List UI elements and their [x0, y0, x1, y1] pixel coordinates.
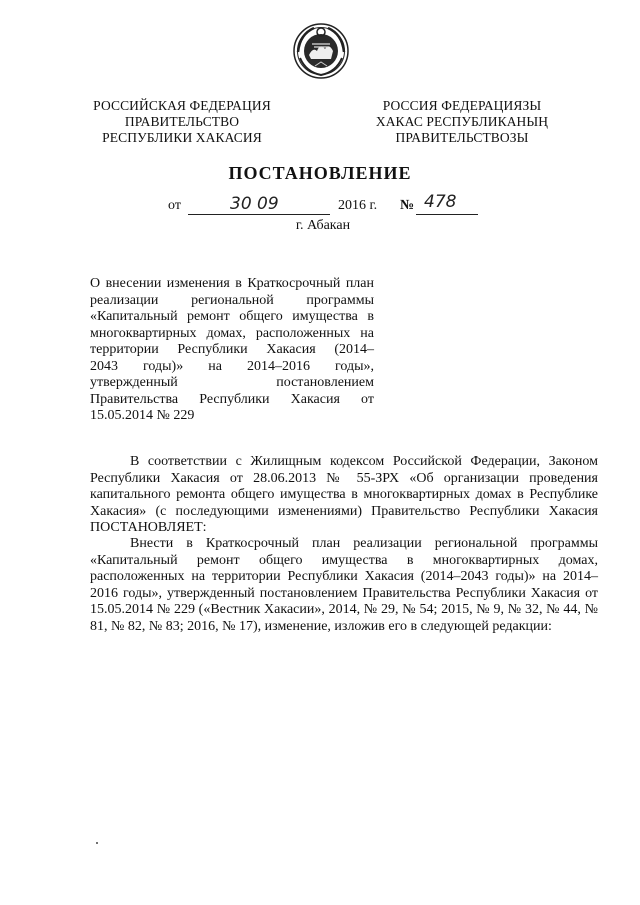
subject-line: Правительства Республики Хакасия от: [90, 391, 374, 407]
header-right-line: ПРАВИТЕЛЬСТВОЗЫ: [395, 130, 529, 145]
subject-line: многоквартирных домах, расположенных на: [90, 325, 374, 341]
header-left: [82, 98, 282, 146]
city-label: г. Абакан: [295, 218, 351, 233]
number-label: №: [400, 198, 415, 213]
header-left-line: ПРАВИТЕЛЬСТВО: [124, 114, 240, 129]
subject-block: [90, 276, 374, 425]
subject-line: реализации региональной программы: [90, 292, 374, 308]
body-paragraph: В соответствии с Жилищным кодексом Российской Федерации, Законом Республики Хакасия от 28.06.2013 № 55-ЗРХ «Об организации проведения капитального ремонта общего имущества в многоквартирных домах в Республике Хакасия» (с последующими изменениями) Правительство Республики Хакасия ПОСТАНОВЛЯЕТ:: [90, 454, 598, 535]
year-label: 2016 г.: [338, 198, 378, 213]
header-left-line: РЕСПУБЛИКИ ХАКАСИЯ: [102, 130, 262, 145]
subject-line: «Капитальный ремонт общего имущества в: [90, 309, 374, 324]
header-left-line: РОССИЙСКАЯ ФЕДЕРАЦИЯ: [93, 98, 271, 113]
handwritten-number: 478: [424, 192, 457, 212]
subject-line: О внесении изменения в Краткосрочный план: [90, 276, 374, 291]
from-label: от: [168, 198, 181, 213]
body-paragraph: Внести в Краткосрочный план реализации региональной программы «Капитальный ремонт общего имущества в многоквартирных домах, расположенных на территории Республики Хакасия (2014–2043 годы)» на 2014–2016 годы», утвержденный постановлением Правительства Республики Хакасия от 15.05.2014 № 229 («Вестник Хакасии», 2014, № 29, № 54; 2015, № 9, № 32, № 44, № 81, № 82, № 83; 2016, № 17), изменение, изложив его в следующей редакции:: [90, 536, 598, 634]
number-underline: [416, 214, 478, 215]
page-dot: [96, 842, 98, 844]
header-right-line: РОССИЯ ФЕДЕРАЦИЯЗЫ: [382, 98, 542, 113]
header-right-line: ХАКАС РЕСПУБЛИКАНЫҢ: [375, 114, 549, 129]
subject-line: территории Республики Хакасия (2014–: [90, 342, 374, 357]
subject-line: 2043 годы)» на 2014–2016 годы»,: [90, 358, 374, 374]
date-underline: [188, 214, 330, 215]
document-title: ПОСТАНОВЛЕНИЕ: [228, 163, 412, 183]
subject-line: 15.05.2014 № 229: [90, 408, 195, 423]
header-right: [362, 98, 562, 146]
date-number-line: [168, 192, 488, 218]
coat-of-arms-icon: [292, 22, 350, 80]
handwritten-date: 30 09: [230, 194, 279, 214]
subject-line: утвержденный постановлением: [90, 375, 374, 390]
